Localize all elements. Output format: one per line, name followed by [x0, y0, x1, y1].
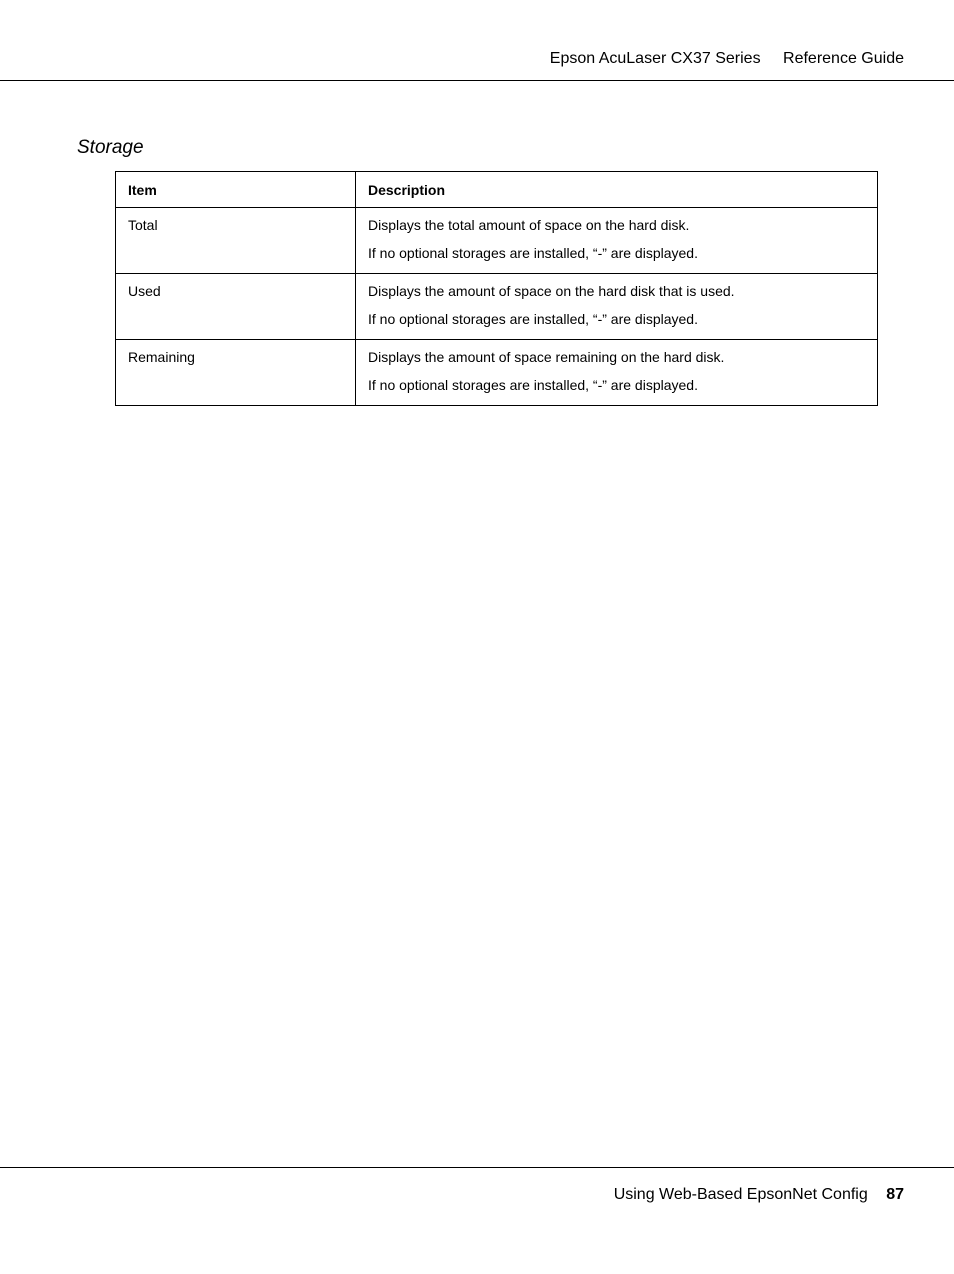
table-row [116, 208, 878, 274]
table-row [116, 274, 878, 340]
description-line: If no optional storages are installed, “-” are displayed. [368, 377, 698, 393]
storage-table [115, 171, 878, 406]
chapter-title: Using Web-Based EpsonNet Config [613, 1186, 868, 1203]
item-label: Used [128, 283, 161, 299]
description-line: Displays the amount of space on the hard disk that is used. [368, 283, 735, 299]
column-header-item: Item [116, 172, 356, 208]
description-line: Displays the amount of space remaining on the hard disk. [368, 349, 725, 365]
page-number: 87 [886, 1186, 904, 1203]
row-item-total [116, 208, 356, 274]
guide-name: Reference Guide [783, 50, 904, 67]
section-title: Storage [77, 137, 144, 158]
description-line: If no optional storages are installed, “-” are displayed. [368, 311, 698, 327]
row-description-remaining [356, 340, 878, 406]
header-divider [0, 80, 954, 81]
column-header-description: Description [356, 172, 878, 208]
page-header [550, 50, 904, 68]
row-item-remaining [116, 340, 356, 406]
table-header-row [116, 172, 878, 208]
row-description-total [356, 208, 878, 274]
table-row [116, 340, 878, 406]
row-description-used [356, 274, 878, 340]
item-label: Total [128, 217, 158, 233]
description-line: If no optional storages are installed, “-” are displayed. [368, 245, 698, 261]
footer-divider [0, 1167, 954, 1168]
row-item-used [116, 274, 356, 340]
item-label: Remaining [128, 349, 195, 365]
page-footer [614, 1186, 904, 1204]
product-name: Epson AcuLaser CX37 Series [549, 50, 761, 67]
description-line: Displays the total amount of space on the hard disk. [368, 217, 690, 233]
